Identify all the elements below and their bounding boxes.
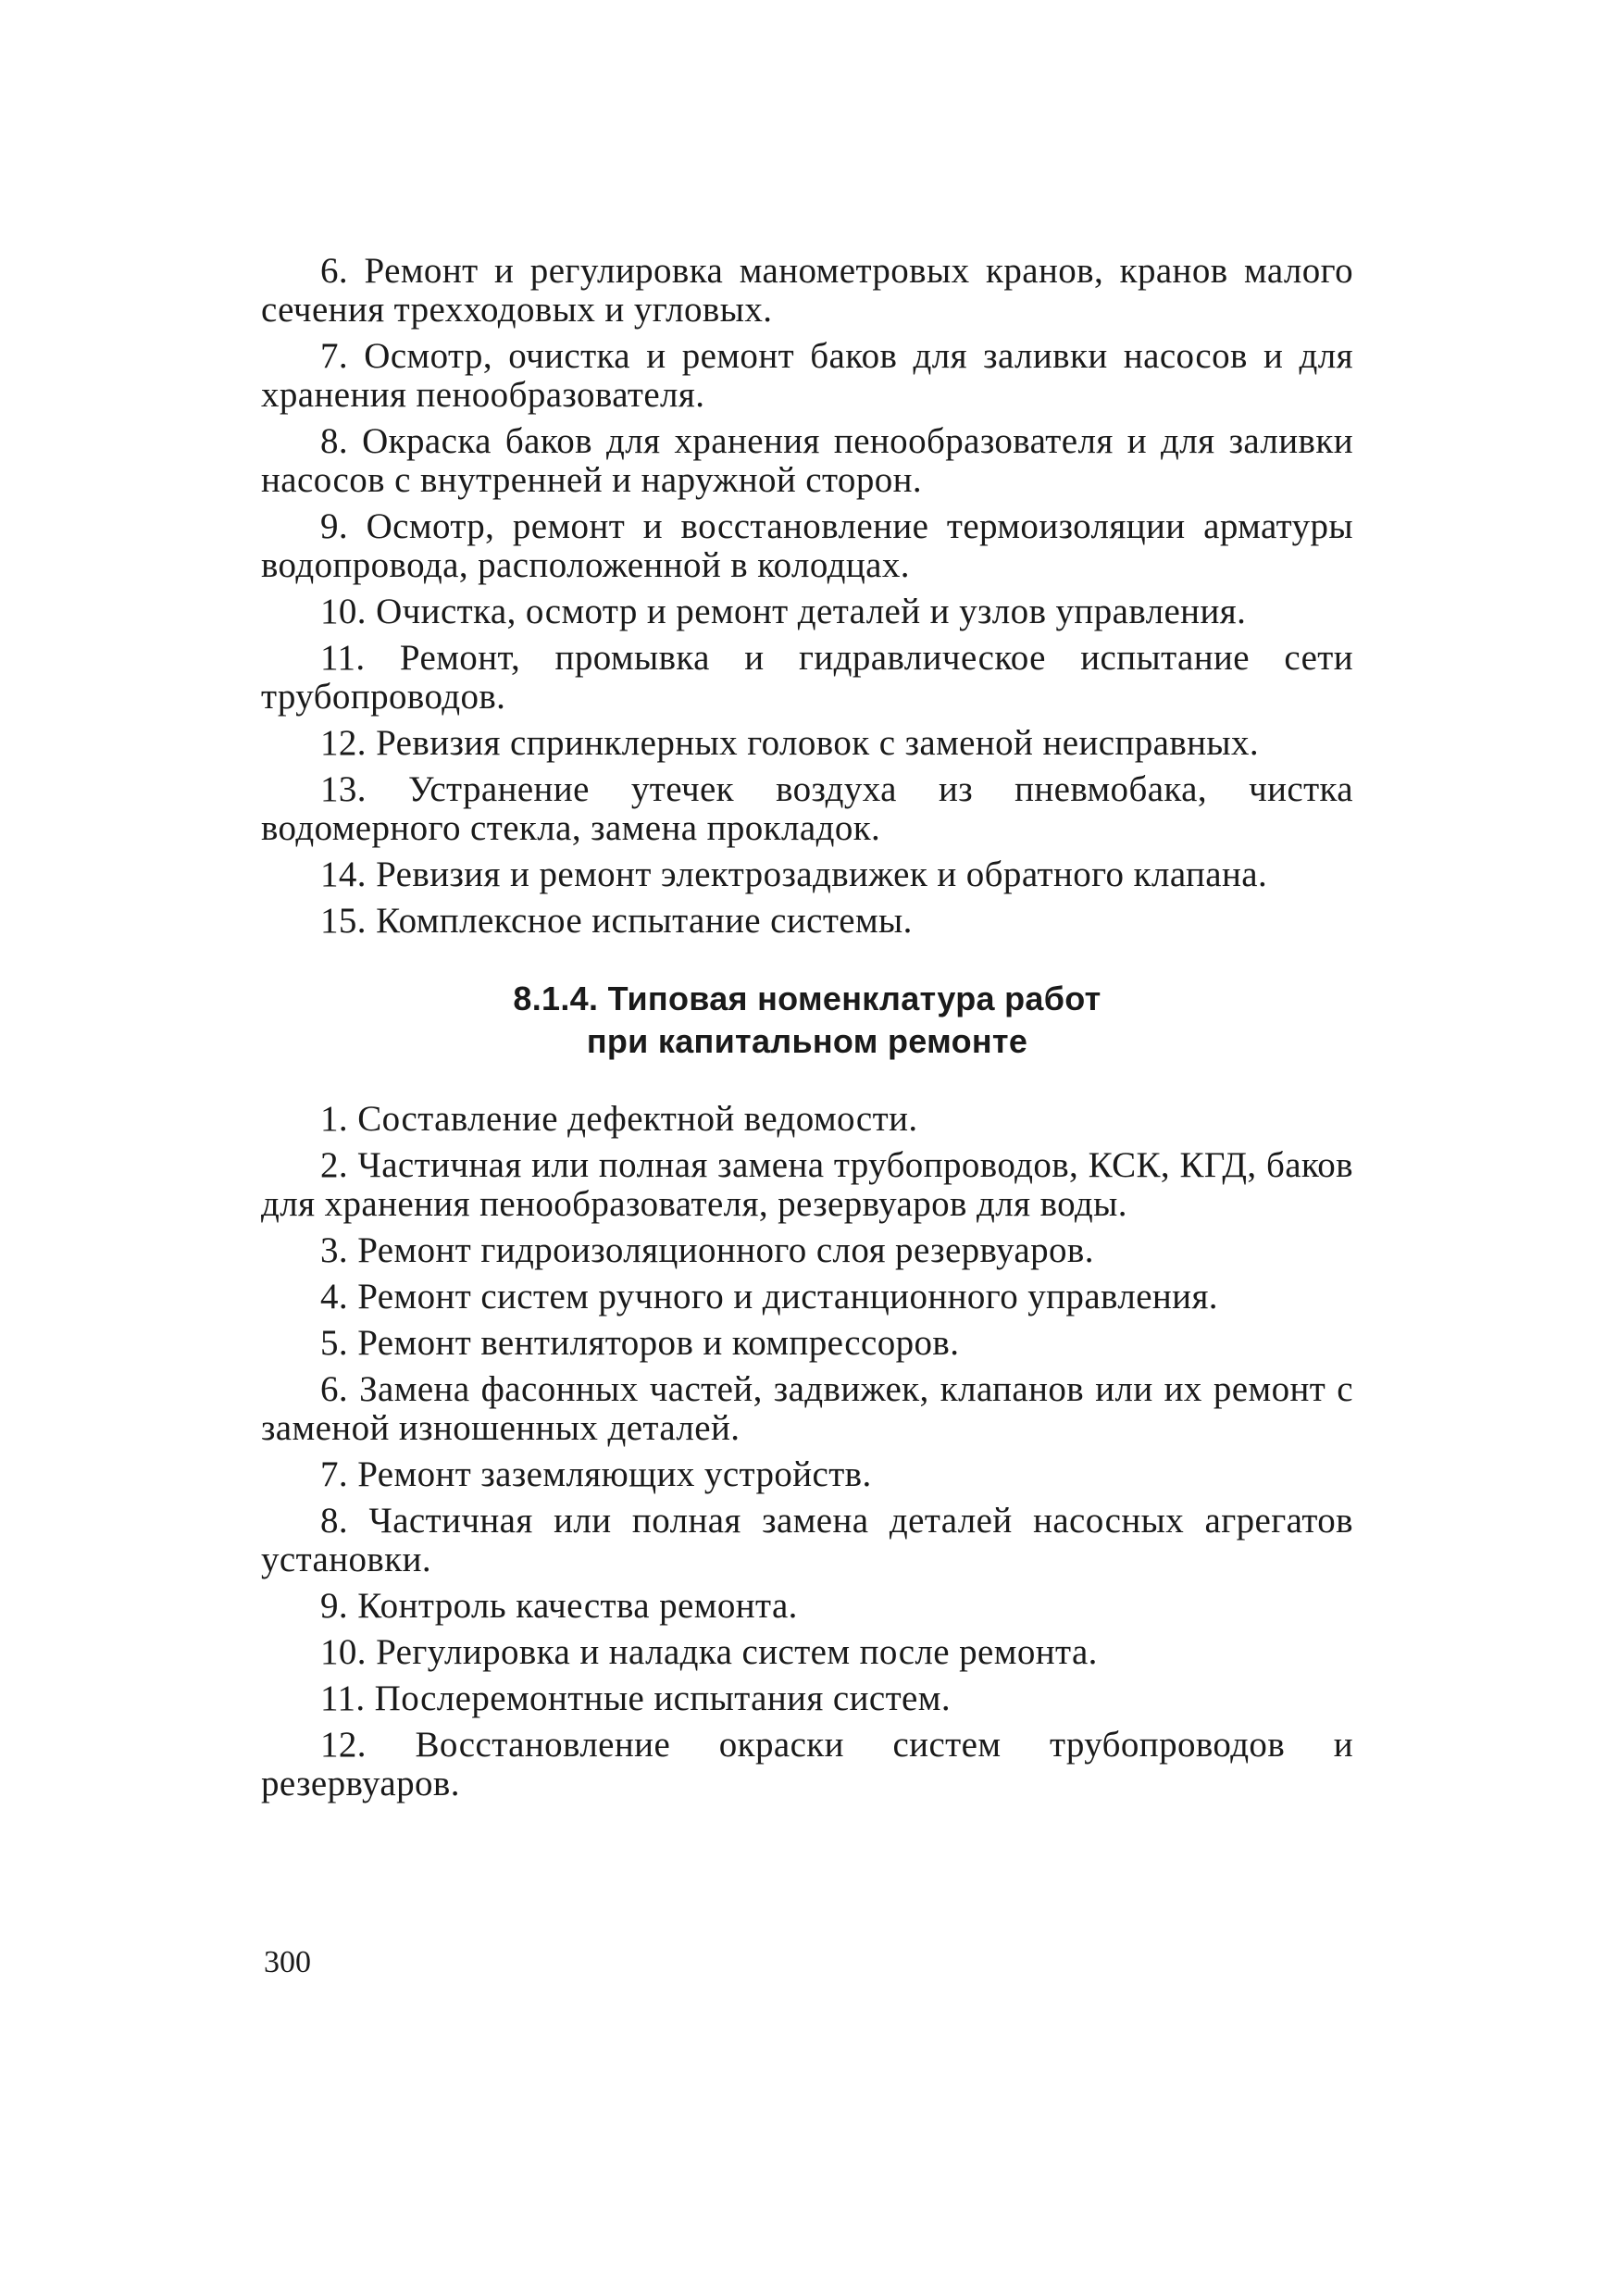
- section-heading-line: 8.1.4. Типовая номенклатура работ: [513, 980, 1101, 1017]
- list-item: 8. Окраска баков для хранения пенообразователя и для заливки насосов с внутренней и наружной сторон.: [261, 421, 1353, 500]
- list-item: 12. Ревизия спринклерных головок с заменой неисправных.: [320, 723, 1260, 763]
- list-item: 4. Ремонт систем ручного и дистанционного управления.: [320, 1277, 1218, 1316]
- list-item: 3. Ремонт гидроизоляционного слоя резервуаров.: [320, 1230, 1094, 1270]
- list-item: 9. Контроль качества ремонта.: [320, 1586, 798, 1626]
- list-item: 14. Ревизия и ремонт электрозадвижек и обратного клапана.: [320, 855, 1268, 894]
- list-item: 13. Устранение утечек воздуха из пневмобака, чистка водомерного стекла, замена прокладок.: [261, 769, 1353, 848]
- list-item: 11. Послеремонтные испытания систем.: [320, 1678, 951, 1718]
- document-page: [261, 252, 1353, 1811]
- list-item: 15. Комплексное испытание системы.: [320, 901, 913, 941]
- list-item: 6. Ремонт и регулировка манометровых кранов, кранов малого сечения трехходовых и угловых.: [261, 251, 1353, 330]
- list-item: 10. Регулировка и наладка систем после ремонта.: [320, 1632, 1098, 1672]
- list-item: 1. Составление дефектной ведомости.: [320, 1099, 918, 1139]
- list-item: 5. Ремонт вентиляторов и компрессоров.: [320, 1323, 960, 1363]
- list-item: 6. Замена фасонных частей, задвижек, клапанов или их ремонт с заменой изношенных деталей.: [261, 1369, 1353, 1448]
- list-item: 8. Частичная или полная замена деталей насосных агрегатов установки.: [261, 1501, 1353, 1579]
- page-number: 300: [264, 1945, 311, 1979]
- capital-repair-list: [261, 1100, 1353, 1803]
- list-item: 9. Осмотр, ремонт и восстановление термоизоляции арматуры водопровода, расположенной в колодцах.: [261, 506, 1353, 585]
- continued-list: [261, 252, 1353, 941]
- list-item: 12. Восстановление окраски систем трубопроводов и резервуаров.: [261, 1725, 1353, 1803]
- list-item: 11. Ремонт, промывка и гидравлическое испытание сети трубопроводов.: [261, 638, 1353, 717]
- list-item: 7. Осмотр, очистка и ремонт баков для заливки насосов и для хранения пенообразователя.: [261, 336, 1353, 415]
- section-heading: [261, 978, 1353, 1063]
- list-item: 10. Очистка, осмотр и ремонт деталей и узлов управления.: [320, 592, 1247, 631]
- list-item: 7. Ремонт заземляющих устройств.: [320, 1454, 872, 1494]
- list-item: 2. Частичная или полная замена трубопроводов, КСК, КГД, баков для хранения пенообразователя, резервуаров для воды.: [261, 1145, 1353, 1224]
- section-heading-line: при капитальном ремонте: [586, 1022, 1028, 1060]
